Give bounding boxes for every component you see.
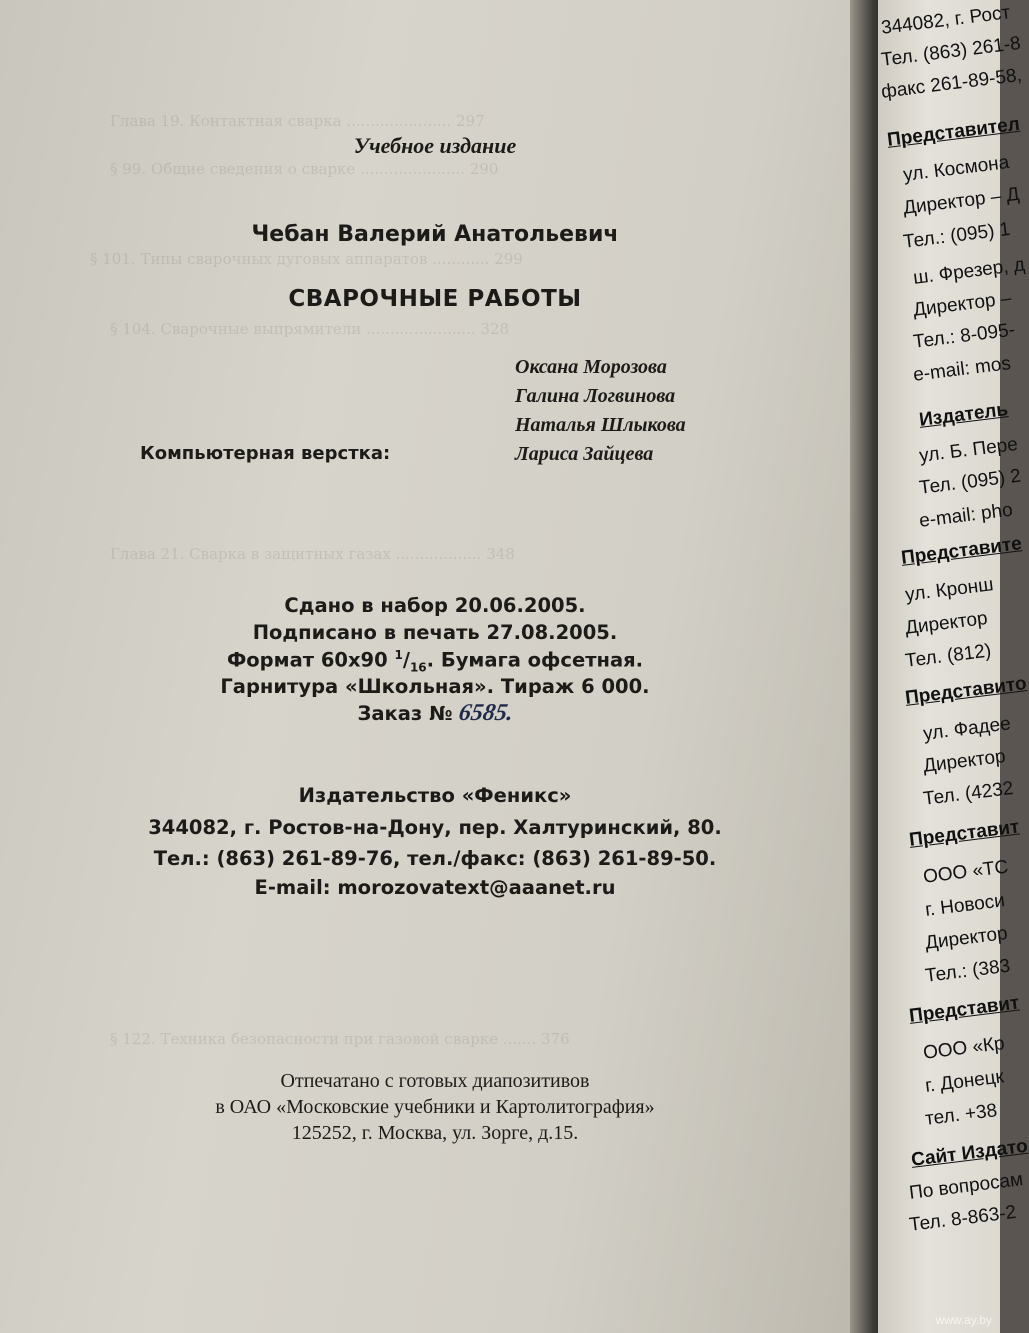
format-numerator: 1 — [394, 648, 403, 662]
publisher-address: 344082, г. Ростов-на-Дону, пер. Халтуринский, 80. — [148, 816, 722, 839]
format-denominator: 16 — [409, 660, 427, 675]
right-page-line: e-mail: pho — [918, 499, 1014, 532]
publisher-name: Издательство «Феникс» — [298, 784, 572, 807]
signed-date: Подписано в печать 27.08.2005. — [252, 621, 618, 644]
right-page-line: Тел. 8-863-2 — [908, 1201, 1018, 1236]
order-line — [0, 700, 870, 727]
right-page-heading: Представит — [908, 992, 1021, 1027]
right-page — [878, 0, 1029, 1333]
right-page-line: e-mail: mos — [912, 353, 1013, 386]
credit-name: Галина Логвинова — [515, 385, 676, 407]
credit-role: Компьютерная верстка: — [140, 443, 391, 464]
right-page-line: Директор — [922, 745, 1007, 777]
printer-line: в ОАО «Московские учебники и Картолитография» — [215, 1096, 655, 1118]
credit-name: Наталья Шлыкова — [515, 414, 686, 436]
left-page: Глава 19. Контактная сварка ...................... 297 § 99. Общие сведения о сварке ...................... 290 § 101. Типы сварочных дуговых аппаратов ............ 299 § 104. Сварочные выпрямители ....................... 328 Глава 21. Сварка в защитных газах .................. 348 § 122. Техника безопасности при газовой сварке ....... 376 Учебное издание Чебан Валерий Анатольевич СВАРОЧНЫЕ РАБОТЫ Оксана Морозова Галина Логвинова Наталья Шлыкова Компьютерная верстка: Лариса Зайцева Сдано в набор 20.06.2005. Подписано в печать 27.08.2005. Формат 60х90 $^1/_{16}$. Бумага офсетная. Гарнитура «Школьная». Тираж 6 000. Заказ № 6585. Издательство «Феникс» 344082, г. Ростов-на-Дону, пер. Халтуринский, 80. Тел.: (863) 261-89-76, тел./факс: (863) 261-89-50. E-mail: morozovatext@aaanet.ru Отпечатано с готовых диапозитивов в ОАО «Московские учебники и Картолитография» 125252, г. Москва, ул. Зорге, д.15. — [0, 0, 870, 1333]
right-page-line: ш. Фрезер, д — [912, 254, 1026, 289]
publisher-phones: Тел.: (863) 261-89-76, тел./факс: (863) 261-89-50. — [153, 847, 717, 870]
order-label: Заказ № — [357, 702, 453, 725]
right-page-heading: Представите — [900, 533, 1023, 569]
format-line: Формат 60х90 $^1/_{16}$. Бумага офсетная. — [226, 648, 644, 675]
right-page-line: тел. +38 — [924, 1100, 999, 1130]
right-page-line: ул. Кронш — [904, 574, 995, 606]
edition-type: Учебное издание — [353, 133, 517, 158]
book-title: СВАРОЧНЫЕ РАБОТЫ — [288, 286, 582, 312]
right-page-line: Тел. (095) 2 — [918, 465, 1023, 499]
right-page-line: Тел. (4232 — [922, 777, 1015, 810]
credit-name: Оксана Морозова — [515, 356, 667, 378]
printer-line: Отпечатано с готовых диапозитивов — [280, 1070, 590, 1092]
right-page-line: ул. Б. Пере — [918, 433, 1019, 467]
right-page-line: Тел. (863) 261-8 — [880, 32, 1022, 71]
right-page-heading: Представито — [904, 673, 1028, 709]
author-name: Чебан Валерий Анатольевич — [251, 222, 619, 247]
format-prefix: Формат 60х90 — [226, 648, 395, 672]
right-page-line: Тел. (812) — [904, 640, 993, 672]
right-page-line: ул. Космона — [902, 152, 1011, 186]
watermark: www.ay.by — [935, 1313, 992, 1327]
right-page-line: ООО «Кр — [922, 1033, 1006, 1064]
right-page-line: г. Донецк — [924, 1066, 1006, 1097]
right-page-line: Директор — [924, 922, 1009, 954]
right-page-line: По вопросам — [908, 1169, 1025, 1204]
publisher-email: E-mail: morozovatext@aaanet.ru — [254, 876, 616, 899]
right-page-line: ООО «ТС — [922, 856, 1010, 888]
credit-name: Лариса Зайцева — [515, 443, 654, 465]
right-page-line: Тел.: 8-095- — [912, 319, 1017, 353]
right-page-heading: Представит — [908, 816, 1021, 851]
right-page-heading: Сайт Издато — [910, 1135, 1029, 1171]
right-page-line: г. Новоси — [924, 890, 1006, 921]
right-page-line: Директор — [904, 607, 989, 639]
typeset-date: Сдано в набор 20.06.2005. — [284, 594, 586, 617]
printer-line: 125252, г. Москва, ул. Зорге, д.15. — [291, 1122, 579, 1144]
right-page-line: ул. Фадее — [922, 713, 1012, 745]
right-page-line: факс 261-89-58, — [880, 64, 1023, 103]
format-suffix: . Бумага офсетная. — [426, 648, 644, 672]
order-number-handwritten: 6585. — [456, 700, 515, 726]
right-page-line: Тел.: (383 — [924, 955, 1012, 987]
right-page-line: Тел.: (095) 1 — [902, 218, 1012, 253]
right-page-heading: Издатель — [918, 399, 1010, 431]
right-page-line: 344082, г. Рост — [880, 2, 1012, 39]
font-run-line: Гарнитура «Школьная». Тираж 6 000. — [220, 675, 650, 698]
right-page-line: Директор – Д — [902, 183, 1021, 219]
right-page-line: Директор – — [912, 287, 1013, 321]
right-page-heading: Представител — [886, 113, 1021, 151]
